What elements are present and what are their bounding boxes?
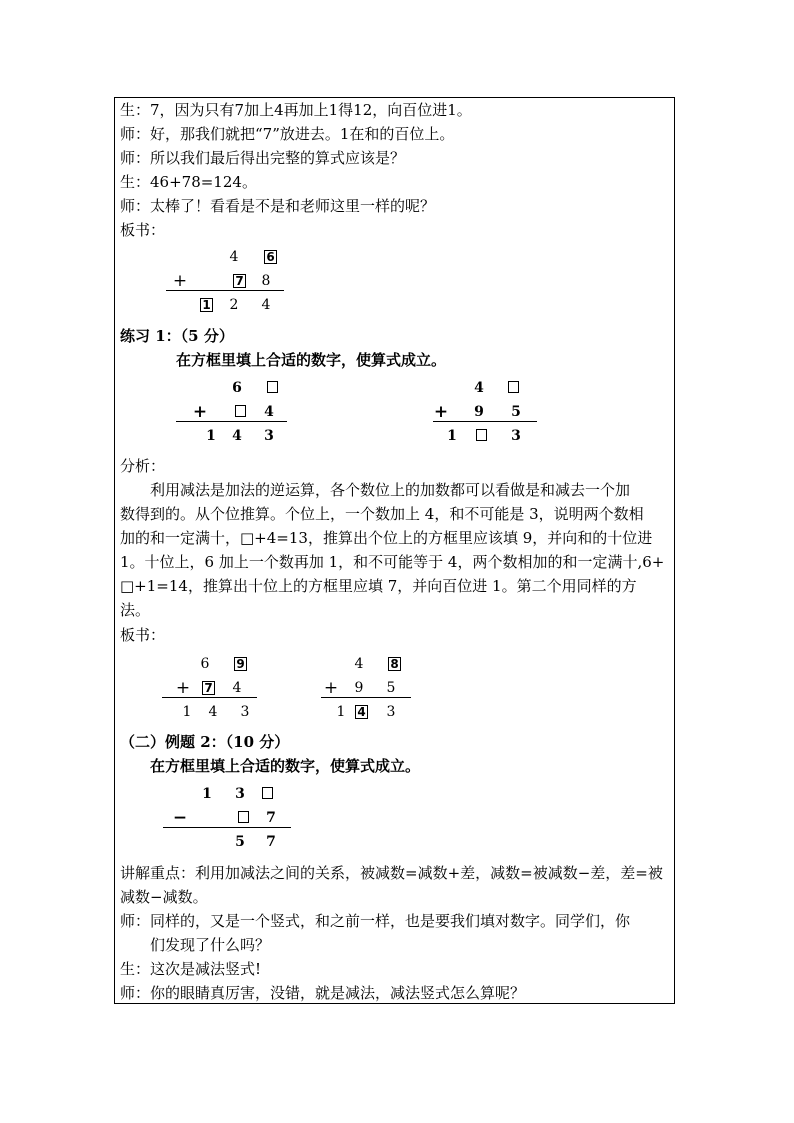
blank-box[interactable] bbox=[508, 381, 519, 393]
digit: 1 bbox=[336, 704, 346, 720]
digit: 3 bbox=[264, 428, 274, 444]
digit: 3 bbox=[386, 704, 396, 720]
exercise-title: 练习 1：（5 分） bbox=[120, 327, 234, 345]
plus-sign: + bbox=[192, 402, 208, 422]
filled-box: 8 bbox=[388, 657, 401, 671]
digit: 1 bbox=[182, 704, 192, 720]
analysis-text: 利用减法是加法的逆运算，各个数位上的加数都可以看做是和减去一个加 bbox=[150, 481, 631, 499]
dialogue-line: 师：太棒了！看看是不是和老师这里一样的呢？ bbox=[120, 197, 436, 215]
plus-sign: + bbox=[433, 402, 449, 422]
filled-box: 7 bbox=[202, 681, 215, 695]
analysis-text: □+1=14，推算出十位上的方框里应填 7，并向百位进 1。第二个用同样的方 bbox=[120, 577, 637, 595]
digit: 2 bbox=[229, 297, 239, 313]
digit: 4 bbox=[232, 680, 242, 696]
exercise-prompt: 在方框里填上合适的数字，使算式成立。 bbox=[150, 757, 421, 775]
digit: 7 bbox=[266, 834, 276, 850]
digit: 4 bbox=[232, 428, 242, 444]
dialogue-line: 师：同样的，又是一个竖式，和之前一样，也是要我们填对数字。同学们，你 bbox=[120, 912, 631, 930]
filled-box: 1 bbox=[200, 298, 213, 312]
sum-line bbox=[321, 697, 411, 698]
filled-box: 6 bbox=[264, 250, 277, 264]
board-label: 板书： bbox=[120, 626, 166, 644]
blank-box[interactable] bbox=[476, 429, 487, 441]
analysis-label: 分析： bbox=[120, 457, 166, 475]
digit: 9 bbox=[474, 404, 484, 420]
digit: 1 bbox=[447, 428, 457, 444]
key-points: 减数−减数。 bbox=[120, 888, 208, 906]
digit: 6 bbox=[232, 380, 242, 396]
digit: 4 bbox=[208, 704, 218, 720]
digit: 4 bbox=[474, 380, 484, 396]
difference-line bbox=[163, 827, 291, 828]
analysis-text: 1。十位上，6 加上一个数再加 1，和不可能等于 4，两个数相加的和一定满十,6+ bbox=[120, 553, 665, 571]
digit: 8 bbox=[261, 273, 271, 289]
digit: 1 bbox=[202, 786, 212, 802]
filled-box: 9 bbox=[234, 657, 247, 671]
digit: 7 bbox=[266, 810, 276, 826]
minus-sign: − bbox=[172, 808, 188, 828]
digit: 4 bbox=[261, 297, 271, 313]
dialogue-line: 生：46+78=124。 bbox=[120, 173, 257, 191]
digit: 4 bbox=[229, 249, 239, 265]
example-title: （二）例题 2：（10 分） bbox=[120, 733, 290, 751]
plus-sign: + bbox=[323, 678, 339, 698]
digit: 3 bbox=[235, 786, 245, 802]
digit: 1 bbox=[206, 428, 216, 444]
sum-line bbox=[176, 421, 287, 422]
digit: 5 bbox=[511, 404, 521, 420]
analysis-text: 数得到的。从个位推算。个位上，一个数加上 4，和不可能是 3，说明两个数相 bbox=[120, 505, 644, 523]
digit: 6 bbox=[200, 656, 210, 672]
sum-line bbox=[162, 697, 257, 698]
blank-box[interactable] bbox=[235, 405, 246, 417]
dialogue-line: 生：7，因为只有7加上4再加上1得12，向百位进1。 bbox=[120, 101, 472, 119]
digit: 5 bbox=[235, 834, 245, 850]
digit: 4 bbox=[264, 404, 274, 420]
dialogue-line: 生：这次是减法竖式! bbox=[120, 960, 262, 978]
analysis-text: 加的和一定满十，□+4=13，推算出个位上的方框里应该填 9，并向和的十位进 bbox=[120, 529, 653, 547]
blank-box[interactable] bbox=[238, 811, 249, 823]
board-label: 板书： bbox=[120, 221, 166, 239]
dialogue-line: 们发现了什么吗？ bbox=[150, 936, 271, 954]
blank-box[interactable] bbox=[262, 787, 273, 799]
sum-line bbox=[166, 290, 284, 291]
digit: 5 bbox=[386, 680, 396, 696]
analysis-text: 法。 bbox=[120, 601, 151, 619]
key-points: 讲解重点：利用加减法之间的关系，被减数=减数+差，减数=被减数−差，差=被 bbox=[120, 864, 663, 882]
exercise-prompt: 在方框里填上合适的数字，使算式成立。 bbox=[176, 351, 447, 369]
filled-box: 4 bbox=[355, 705, 368, 719]
sum-line bbox=[433, 421, 537, 422]
plus-sign: + bbox=[175, 678, 191, 698]
dialogue-line: 师：你的眼睛真厉害，没错，就是减法，减法竖式怎么算呢？ bbox=[120, 984, 526, 1002]
digit: 3 bbox=[511, 428, 521, 444]
blank-box[interactable] bbox=[267, 381, 278, 393]
plus-sign: + bbox=[172, 271, 188, 291]
dialogue-line: 师：好，那我们就把“7”放进去。1在和的百位上。 bbox=[120, 125, 455, 143]
digit: 3 bbox=[240, 704, 250, 720]
digit: 4 bbox=[354, 656, 364, 672]
filled-box: 7 bbox=[233, 274, 246, 288]
digit: 9 bbox=[354, 680, 364, 696]
dialogue-line: 师：所以我们最后得出完整的算式应该是？ bbox=[120, 149, 406, 167]
